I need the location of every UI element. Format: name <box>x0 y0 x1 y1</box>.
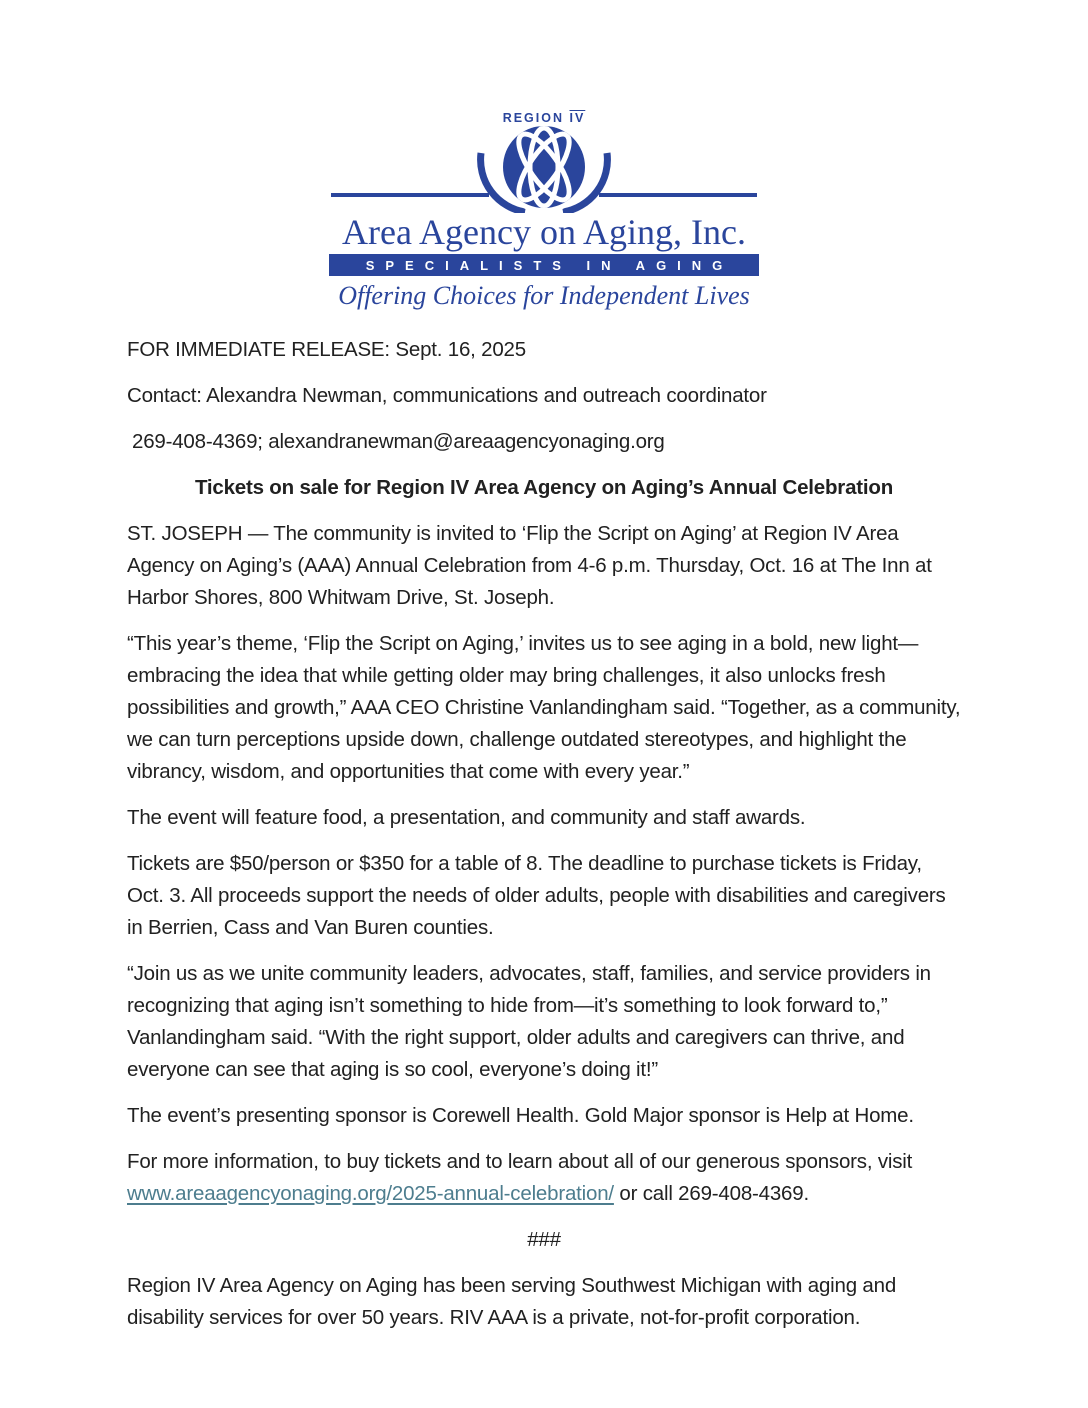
headline: Tickets on sale for Region IV Area Agency on Aging’s Annual Celebration <box>194 476 894 499</box>
logo-banner <box>329 254 759 276</box>
paragraph-tickets: Tickets are $50/person or $350 for a table of 8. The deadline to purchase tickets is Friday, Oct. 3. All proceeds support the needs of older adults, people with disabilities and caregivers in Berrien, Cass and Van Buren counties. <box>127 852 946 939</box>
logo <box>329 112 759 312</box>
paragraph-more-info <box>127 1146 961 1210</box>
paragraph-event-features: The event will feature food, a presentation, and community and staff awards. <box>127 806 806 829</box>
more-info-suffix: or call 269-408-4369. <box>613 1182 809 1205</box>
paragraph-quote-theme: “This year’s theme, ‘Flip the Script on Aging,’ invites us to see aging in a bold, new light—embracing the idea that while getting older may bring challenges, it also unlocks fresh possibilities and growth,” AAA CEO Christine Vanlandingham said. “Together, as a community, we can turn perceptions upside down, challenge outdated stereotypes, and highlight the vibrancy, wisdom, and opportunities that come with every year.” <box>127 632 961 783</box>
paragraph-lede: ST. JOSEPH — The community is invited to ‘Flip the Script on Aging’ at Region IV Area Agency on Aging’s (AAA) Annual Celebration from 4-6 p.m. Thursday, Oct. 16 at The Inn at Harbor Shores, 800 Whitwam Drive, St. Joseph. <box>127 522 932 609</box>
logo-tagline: Offering Choices for Independent Lives <box>338 281 750 310</box>
logo-org-name: Area Agency on Aging, Inc. <box>342 212 746 252</box>
paragraph-sponsors: The event’s presenting sponsor is Corewell Health. Gold Major sponsor is Help at Home. <box>127 1104 914 1127</box>
logo-region-label <box>329 112 759 125</box>
end-divider: ### <box>527 1228 561 1251</box>
logo-emblem-icon <box>329 125 759 213</box>
more-info-prefix: For more information, to buy tickets and to learn about all of our generous sponsors, visit <box>127 1150 913 1173</box>
logo-banner-text: SPECIALISTS IN AGING <box>365 257 734 273</box>
phone-email-line: 269-408-4369; alexandranewman@areaagencyonaging.org <box>132 430 665 453</box>
knot-globe-icon <box>329 125 759 213</box>
logo-region-numeral: $\overline{IV}$ <box>569 111 586 125</box>
release-line: FOR IMMEDIATE RELEASE: Sept. 16, 2025 <box>127 338 526 361</box>
press-release-body <box>0 334 1088 1334</box>
paragraph-quote-join: “Join us as we unite community leaders, advocates, staff, families, and service providers in recognizing that aging isn’t something to hide from—it’s something to look forward to,” Vanlandingham said. “With the right support, older adults and caregivers can thrive, and everyone can see that aging is so cool, everyone’s doing it!” <box>127 962 931 1081</box>
celebration-url-link[interactable]: www.areaagencyonaging.org/2025-annual-celebration/ <box>127 1182 614 1205</box>
logo-region-prefix: REGION <box>502 111 570 125</box>
contact-line: Contact: Alexandra Newman, communications and outreach coordinator <box>127 384 767 407</box>
paragraph-boilerplate: Region IV Area Agency on Aging has been serving Southwest Michigan with aging and disability services for over 50 years. RIV AAA is a private, not-for-profit corporation. <box>127 1274 897 1329</box>
